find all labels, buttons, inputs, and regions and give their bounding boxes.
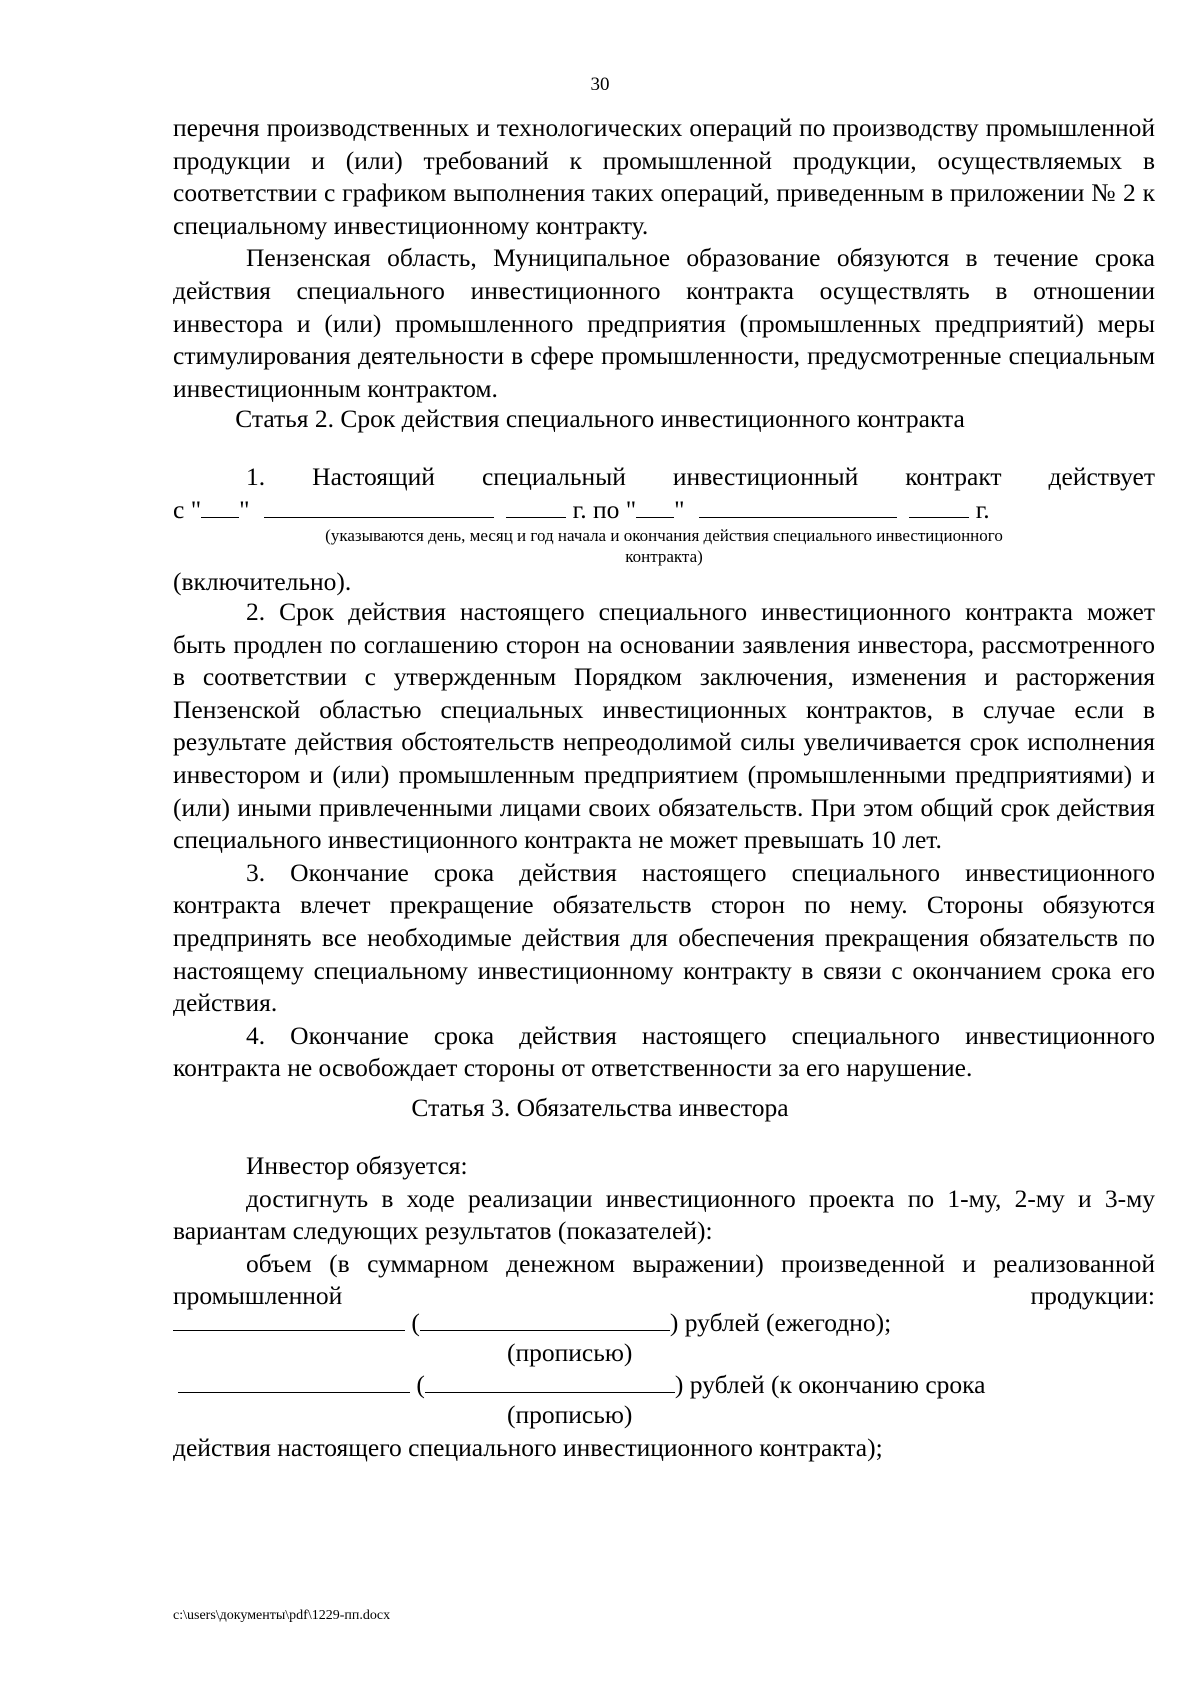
to-prefix: г. по ": [572, 495, 637, 524]
article-3-body: [173, 1150, 1155, 1313]
total-amount-suffix: ) рублей (к окончанию срока: [674, 1370, 986, 1399]
total-amount-line: [178, 1368, 1160, 1401]
clause-1-end: (включительно).: [173, 567, 352, 596]
paren-open-2: (: [416, 1370, 425, 1399]
paren-open: (: [411, 1308, 420, 1337]
clause-3: 3. Окончание срока действия настоящего специального инвестиционного контракта влечет прекращение обязательств сторон по нему. Стороны обязуются предпринять все необходимые действия для обеспечения прекращения обязательств по настоящему специальному инвестиционному контракту в связи с окончанием срока его действия.: [173, 857, 1155, 1018]
start-year-blank[interactable]: [506, 493, 566, 518]
total-amount-words-blank[interactable]: [425, 1368, 675, 1393]
intro-block: [173, 112, 1155, 405]
article-3-heading: Статья 3. Обязательства инвестора: [411, 1093, 789, 1122]
investor-obliges: Инвестор обязуется:: [246, 1151, 468, 1180]
page-number: 30: [590, 74, 610, 95]
quote-close: ": [239, 495, 250, 524]
start-month-blank[interactable]: [264, 493, 494, 518]
clause-2: 2. Срок действия настоящего специального инвестиционного контракта может быть продлен по соглашению сторон на основании заявления инвестора, рассмотренного в соответствии с утвержденным Порядком заключения, изменения и расторжения Пензенской областью специальных инвестиционных контрактов, в случае если в результате действия обстоятельств непреодолимой силы увеличивается срок исполнения инвестором и (или) промышленным предприятием (промышленными предприятиями) и (или) иными привлеченными лицами своих обязательств. При этом общий срок действия специального инвестиционного контракта не может превышать 10 лет.: [173, 597, 1155, 855]
start-day-blank[interactable]: [201, 493, 239, 518]
annual-amount-blank[interactable]: [173, 1306, 405, 1331]
from-prefix: с ": [173, 495, 202, 524]
contract-term-end: действия настоящего специального инвестиционного контракта);: [173, 1433, 883, 1462]
volume-indicator: объем (в суммарном денежном выражении) произведенной и реализованной промышленной продукции:: [173, 1248, 1155, 1311]
end-day-blank[interactable]: [636, 493, 674, 518]
end-year-blank[interactable]: [909, 493, 969, 518]
annual-amount-suffix: ) рублей (ежегодно);: [669, 1308, 892, 1337]
date-caption: (указываются день, месяц и год начала и окончания действия специального инвестиционного контракта): [325, 526, 1003, 566]
clause-4: 4. Окончание срока действия настоящего специального инвестиционного контракта не освобождает стороны от ответственности за его нарушение.: [173, 1020, 1155, 1083]
end-month-blank[interactable]: [699, 493, 897, 518]
article-2-clauses: [173, 596, 1155, 1085]
article-2-heading: Статья 2. Срок действия специального инвестиционного контракта: [235, 404, 965, 433]
total-amount-blank[interactable]: [178, 1368, 410, 1393]
file-path-footer: c:\users\документы\pdf\1229-пп.docx: [173, 1608, 391, 1623]
paragraph-continuation: перечня производственных и технологических операций по производству промышленной продукции и (или) требований к промышленной продукции, осуществляемых в соответствии с графиком выполнения таких операций, приведенным в приложении № 2 к специальному инвестиционному контракту.: [173, 113, 1155, 240]
annual-amount-line: [173, 1306, 1155, 1339]
clause-1-date-line: [173, 493, 1155, 526]
achieve-results: достигнуть в ходе реализации инвестиционного проекта по 1-му, 2-му и 3-му вариантам следующих результатов (показателей):: [173, 1183, 1155, 1246]
annual-amount-words-blank[interactable]: [420, 1306, 670, 1331]
quote-close-2: ": [674, 495, 685, 524]
clause-1-line-1: 1. Настоящий специальный инвестиционный контракт действует: [246, 462, 1155, 491]
in-words-label-1: (прописью): [507, 1338, 633, 1367]
year-suffix: г.: [975, 495, 990, 524]
paragraph-region-obligations: Пензенская область, Муниципальное образование обязуются в течение срока действия специального инвестиционного контракта осуществлять в отношении инвестора и (или) промышленного предприятия (промышленных предприятий) меры стимулирования деятельности в сфере промышленности, предусмотренные специальным инвестиционным контрактом.: [173, 243, 1155, 403]
in-words-label-2: (прописью): [507, 1400, 633, 1429]
